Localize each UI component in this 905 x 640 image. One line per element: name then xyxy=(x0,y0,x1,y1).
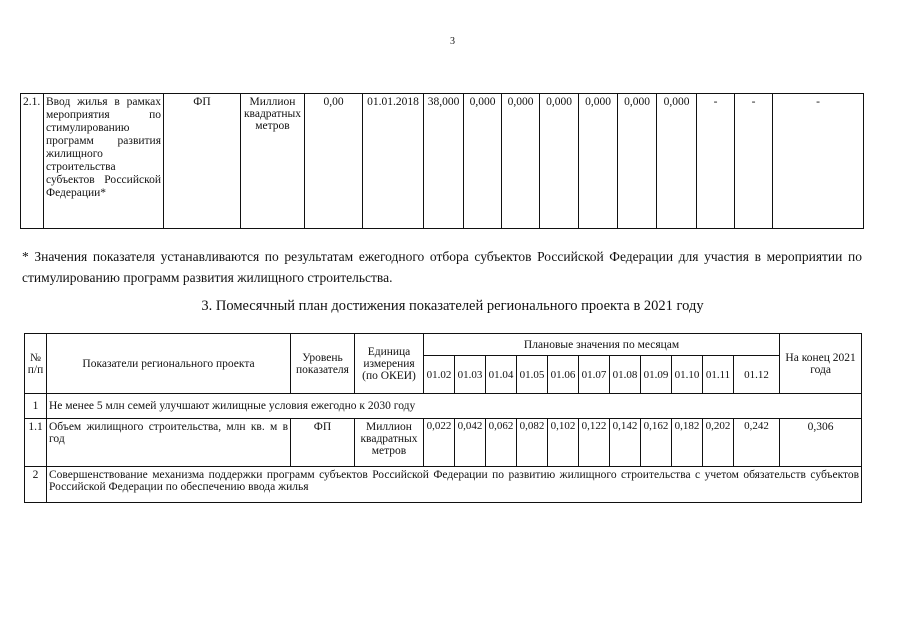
table-row xyxy=(25,467,862,503)
goal-text: Не менее 5 млн семей улучшают жилищные условия ежегодно к 2030 году xyxy=(47,394,862,419)
value-cell: - xyxy=(773,94,864,229)
month-value: 0,042 xyxy=(455,419,486,467)
month-value: 0,242 xyxy=(734,419,780,467)
value-cell: 0,000 xyxy=(579,94,618,229)
indicator-level: ФП xyxy=(164,94,241,229)
table-row xyxy=(25,394,862,419)
monthly-plan-table xyxy=(24,333,862,503)
month-header: 01.08 xyxy=(610,356,641,394)
header-unit: Единица измерения (по ОКЕИ) xyxy=(355,334,424,394)
header-monthly: Плановые значения по месяцам xyxy=(424,334,780,356)
month-header: 01.03 xyxy=(455,356,486,394)
month-value: 0,062 xyxy=(486,419,517,467)
table-row xyxy=(25,419,862,467)
month-value: 0,022 xyxy=(424,419,455,467)
table-row xyxy=(21,94,864,229)
unit-cell: Миллион квадратных метров xyxy=(355,419,424,467)
month-value: 0,082 xyxy=(517,419,548,467)
header-end: На конец 2021 года xyxy=(780,334,862,394)
base-value: 0,00 xyxy=(305,94,363,229)
value-cell: 38,000 xyxy=(424,94,464,229)
month-header: 01.11 xyxy=(703,356,734,394)
header-row xyxy=(25,334,862,356)
value-cell: - xyxy=(697,94,735,229)
section-title: 3. Помесячный план достижения показателей регионального проекта в 2021 году xyxy=(201,298,704,314)
footnote: * Значения показателя устанавливаются по результатам ежегодного отбора субъектов Российской Федерации для участия в мероприятии по стимулированию программ развития жилищного строительства. xyxy=(22,249,862,285)
value-cell: 0,000 xyxy=(540,94,579,229)
month-header: 01.04 xyxy=(486,356,517,394)
end-value: 0,306 xyxy=(780,419,862,467)
month-header: 01.05 xyxy=(517,356,548,394)
value-cell: 0,000 xyxy=(464,94,502,229)
month-header: 01.02 xyxy=(424,356,455,394)
month-header: 01.10 xyxy=(672,356,703,394)
base-date: 01.01.2018 xyxy=(363,94,424,229)
indicator-level: ФП xyxy=(291,419,355,467)
row-number: 1.1 xyxy=(25,419,47,467)
month-header: 01.12 xyxy=(734,356,780,394)
month-value: 0,122 xyxy=(579,419,610,467)
header-indicator: Показатели регионального проекта xyxy=(47,334,291,394)
month-header: 01.09 xyxy=(641,356,672,394)
row-number: 2.1. xyxy=(21,94,44,229)
value-cell: 0,000 xyxy=(502,94,540,229)
row-number: 1 xyxy=(25,394,47,419)
month-value: 0,162 xyxy=(641,419,672,467)
row-number: 2 xyxy=(25,467,47,503)
month-value: 0,142 xyxy=(610,419,641,467)
month-value: 0,182 xyxy=(672,419,703,467)
goal-text: Совершенствование механизма поддержки программ субъектов Российской Федерации по развитию жилищного строительства с учетом обязательств субъектов Российской Федерации по обеспечению ввода жилья xyxy=(47,467,862,503)
value-cell: 0,000 xyxy=(657,94,697,229)
page-number: 3 xyxy=(450,36,455,47)
value-cell: - xyxy=(735,94,773,229)
month-header: 01.07 xyxy=(579,356,610,394)
header-level: Уровень показателя xyxy=(291,334,355,394)
header-num: № п/п xyxy=(25,334,47,394)
month-header: 01.06 xyxy=(548,356,579,394)
value-cell: 0,000 xyxy=(618,94,657,229)
indicator-name: Ввод жилья в рамках мероприятия по стимулированию программ развития жилищного строительства субъектов Российской Федерации* xyxy=(44,94,164,229)
unit-cell: Миллион квадратных метров xyxy=(241,94,305,229)
month-value: 0,202 xyxy=(703,419,734,467)
indicator-table xyxy=(20,93,864,229)
indicator-name: Объем жилищного строительства, млн кв. м в год xyxy=(47,419,291,467)
month-value: 0,102 xyxy=(548,419,579,467)
